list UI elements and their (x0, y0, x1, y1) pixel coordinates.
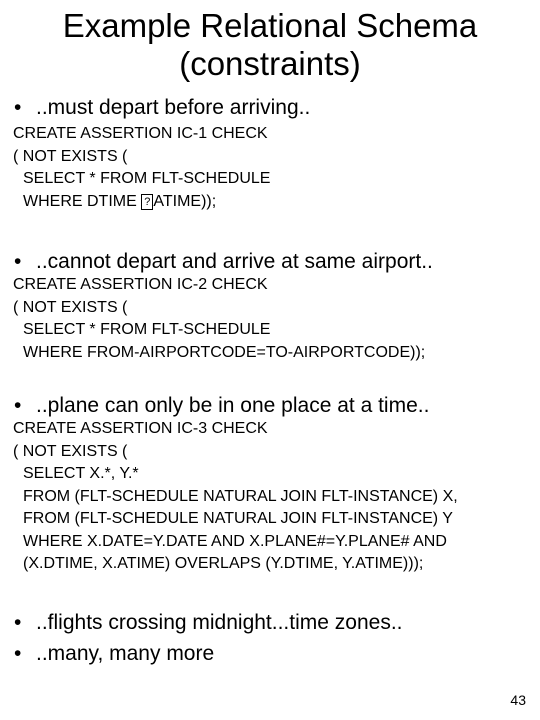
bullet-text: ..flights crossing midnight...time zones.. (36, 611, 403, 634)
page-number: 43 (510, 692, 526, 708)
code-fragment: ATIME)); (153, 192, 217, 210)
code-fragment: WHERE DTIME (23, 192, 137, 210)
code-line: SELECT * FROM FLT-SCHEDULE (23, 321, 271, 338)
code-line: FROM (FLT-SCHEDULE NATURAL JOIN FLT-INSTANCE) X, (23, 487, 458, 505)
code-line: CREATE ASSERTION IC-3 CHECK (13, 420, 268, 437)
code-line: WHERE X.DATE=Y.DATE AND X.PLANE#=Y.PLANE# AND (23, 532, 447, 550)
code-line: SELECT * FROM FLT-SCHEDULE (23, 170, 271, 187)
code-line: FROM (FLT-SCHEDULE NATURAL JOIN FLT-INSTANCE) Y (23, 510, 453, 527)
code-line: (X.DTIME, X.ATIME) OVERLAPS (Y.DTIME, Y.ATIME))); (23, 555, 424, 572)
code-line: ( NOT EXISTS ( (13, 147, 128, 165)
bullet-item-3 (14, 393, 429, 419)
missing-glyph-icon: ? (141, 194, 153, 210)
code-line: ( NOT EXISTS ( (13, 442, 128, 460)
code-line (13, 191, 270, 214)
bullet-icon: • (14, 611, 22, 634)
code-line: CREATE ASSERTION IC-1 CHECK (13, 125, 268, 142)
bullet-text: ..plane can only be in one place at a time.. (36, 394, 430, 417)
code-line: SELECT X.*, Y.* (23, 465, 139, 482)
bullet-item-5 (14, 641, 214, 667)
bullet-icon: • (14, 96, 22, 119)
code-line: WHERE FROM-AIRPORTCODE=TO-AIRPORTCODE)); (23, 343, 426, 361)
bullet-text: ..cannot depart and arrive at same airport.. (36, 250, 433, 273)
code-block-1 (13, 123, 270, 213)
slide-subtitle: (constraints) (179, 45, 361, 82)
code-block-3 (13, 418, 458, 576)
bullet-icon: • (14, 642, 22, 665)
bullet-item-4 (14, 610, 403, 636)
bullet-item-1 (14, 95, 310, 121)
bullet-text: ..many, many more (36, 642, 215, 665)
code-line: ( NOT EXISTS ( (13, 298, 128, 316)
code-line: CREATE ASSERTION IC-2 CHECK (13, 276, 268, 293)
bullet-icon: • (14, 394, 22, 417)
bullet-icon: • (14, 250, 22, 273)
bullet-text: ..must depart before arriving.. (36, 96, 311, 119)
code-block-2 (13, 274, 425, 364)
bullet-item-2 (14, 249, 433, 275)
slide-title: Example Relational Schema (62, 7, 478, 44)
